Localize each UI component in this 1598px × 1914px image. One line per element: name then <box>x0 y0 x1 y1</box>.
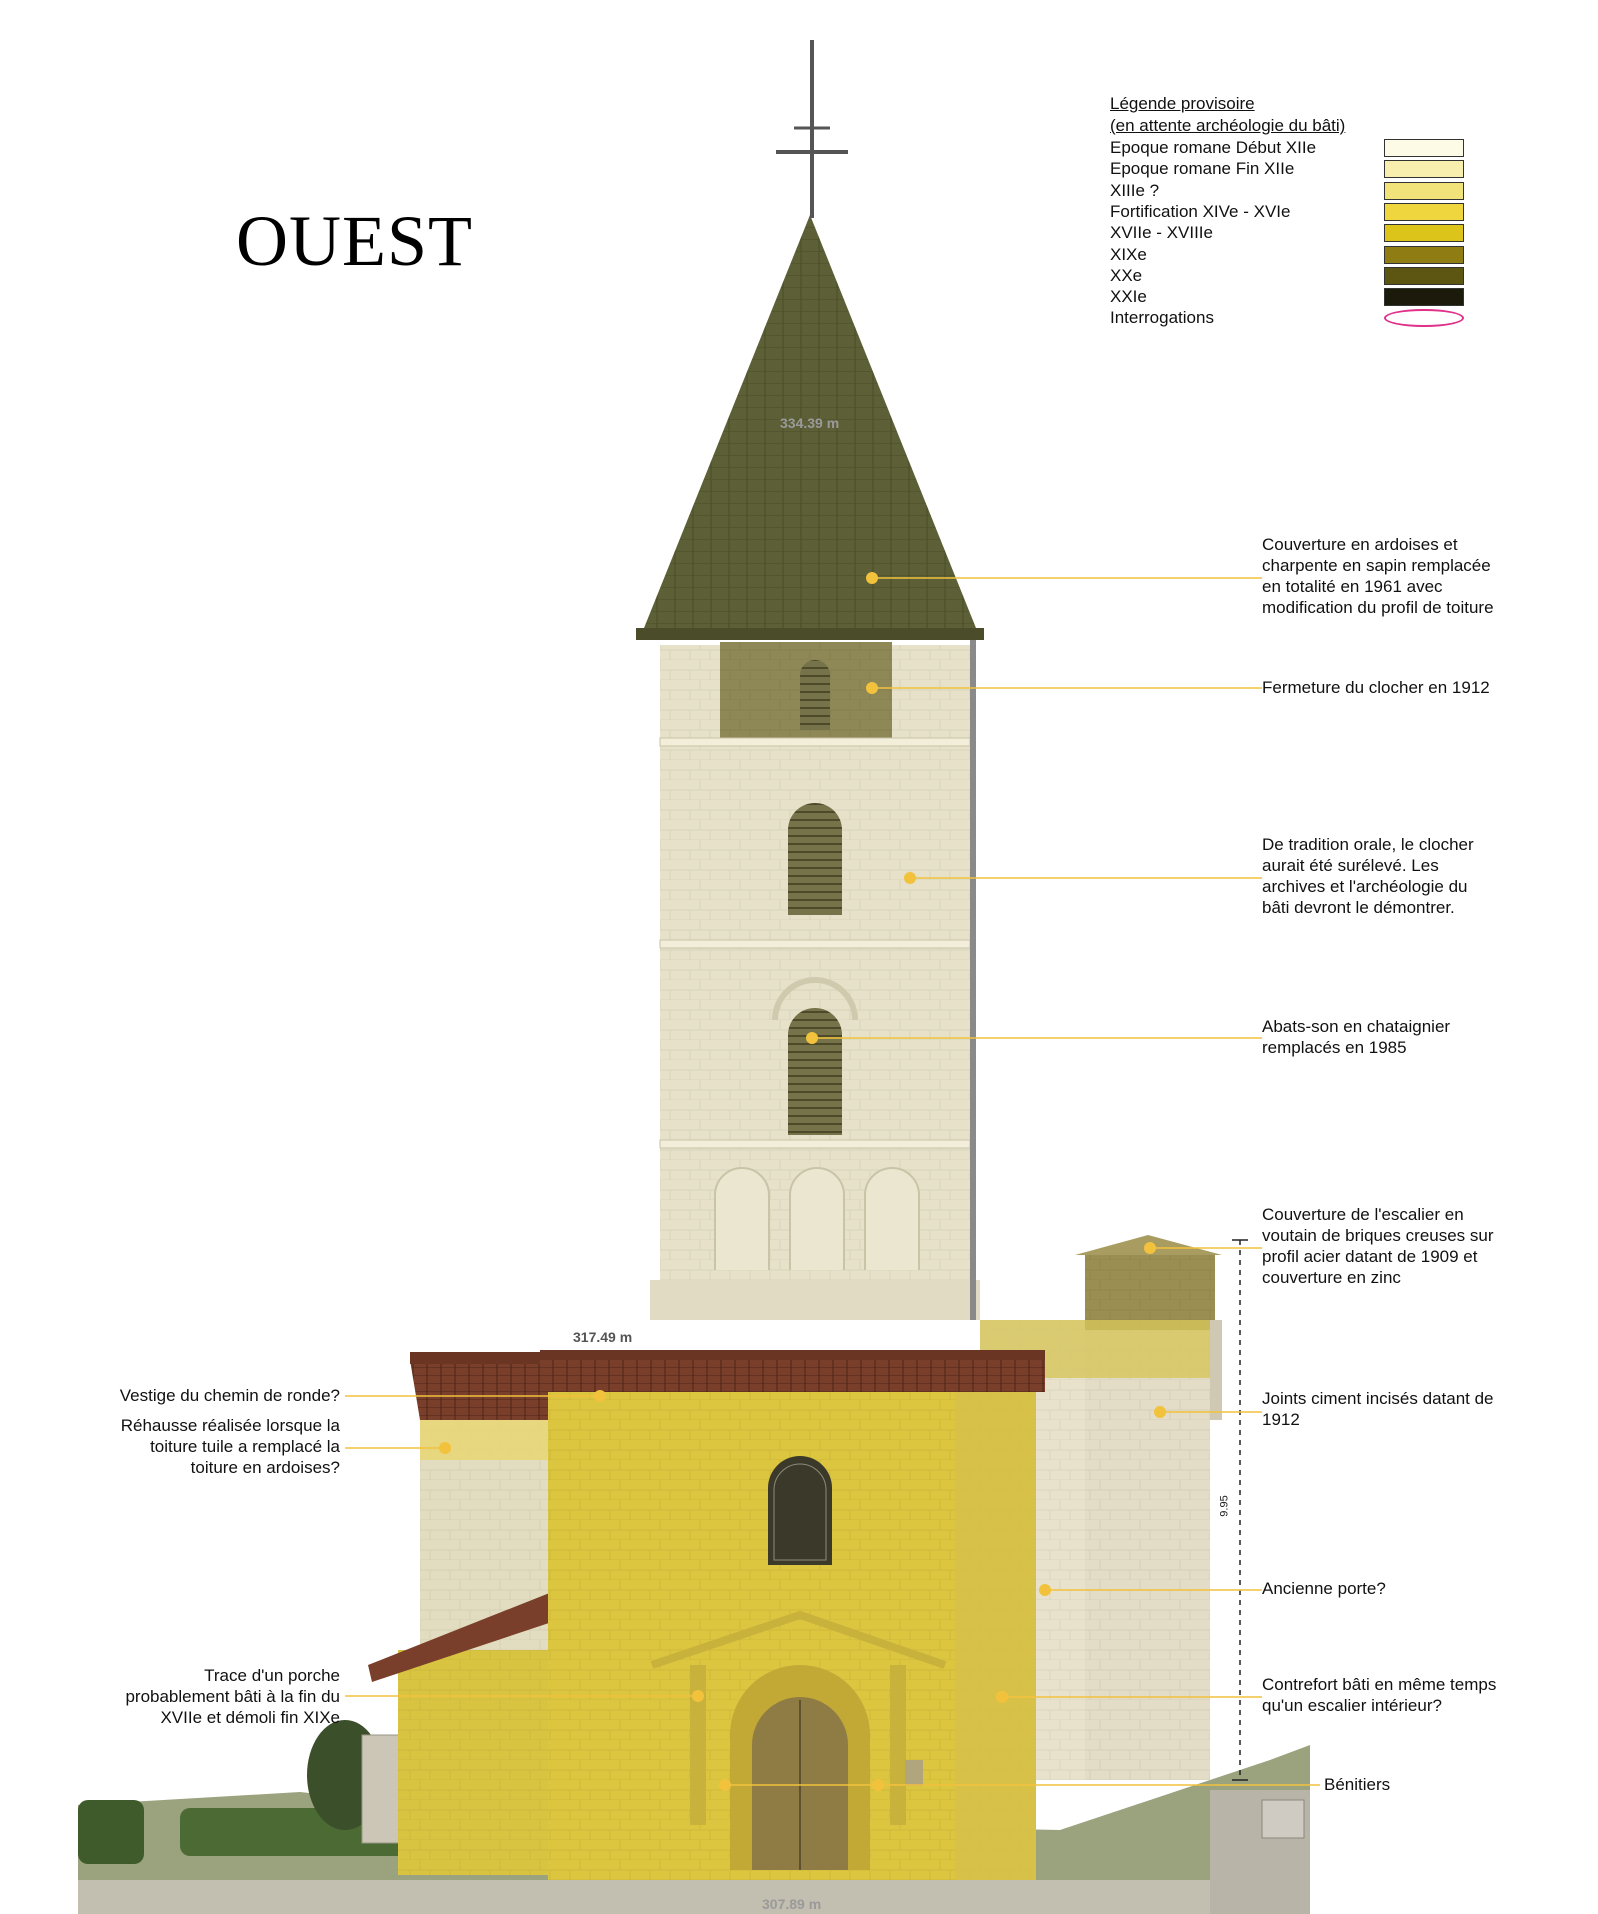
legend-item <box>1110 287 1470 307</box>
legend-oval-swatch <box>1384 309 1464 327</box>
legend-item-label: Epoque romane Début XIIe <box>1110 138 1317 157</box>
legend-item <box>1110 308 1470 328</box>
spire <box>636 40 984 640</box>
elevation-ground: 307.89 m <box>762 1896 822 1912</box>
legend-swatch <box>1384 246 1464 264</box>
note-old-door: Ancienne porte? <box>1262 1579 1386 1598</box>
note-roof: Couverture en ardoises et charpente en sapin remplacée en totalité en 1961 avec modification du profil de toiture <box>1262 535 1494 617</box>
elevation-top: 334.39 m <box>780 415 840 431</box>
note-stair-roof: Couverture de l'escalier en voutain de briques creuses sur profil acier datant de 1909 et couverture en zinc <box>1262 1205 1494 1287</box>
note-buttress: Contrefort bâti en même temps qu'un escalier intérieur? <box>1262 1675 1497 1715</box>
legend-item-label: Epoque romane Fin XIIe <box>1110 159 1295 179</box>
note-porche: Trace d'un porche probablement bâti à la fin du XVIIe et démoli fin XIXe <box>125 1666 340 1727</box>
west-facade <box>540 1350 1045 1880</box>
bell-tower <box>650 640 980 1320</box>
legend-item-label: XIXe <box>1110 244 1147 264</box>
legend-item <box>1110 223 1470 243</box>
note-abats-son: Abats-son en chataignier remplacés en 1985 <box>1262 1017 1451 1057</box>
height-dimension <box>1232 1240 1248 1780</box>
legend-item <box>1110 159 1470 179</box>
note-chemin-de-ronde: Vestige du chemin de ronde? <box>119 1386 340 1405</box>
legend-item <box>1110 138 1470 158</box>
legend-item <box>1110 181 1470 201</box>
legend-item-label: XIIIe ? <box>1110 180 1160 200</box>
legend-swatch <box>1384 267 1464 285</box>
page-title: OUEST <box>236 201 473 281</box>
note-raised: De tradition orale, le clocher aurait été surélevé. Les archives et l'archéologie du bâti devront le démontrer. <box>1262 835 1474 917</box>
elevation-middle: 317.49 m <box>573 1329 633 1345</box>
legend-item-label: XXe <box>1110 265 1143 285</box>
note-benitiers: Bénitiers <box>1324 1775 1391 1794</box>
legend-item <box>1110 266 1470 286</box>
legend-swatch <box>1384 288 1464 306</box>
legend-swatch <box>1384 182 1464 200</box>
legend-item <box>1110 245 1470 265</box>
legend-heading: Légende provisoire <box>1110 94 1255 113</box>
legend-swatch <box>1384 203 1464 221</box>
legend-item-label: Fortification XIVe - XVIe <box>1110 201 1291 221</box>
note-rehausse: Réhausse réalisée lorsque la toiture tuile a remplacé la toiture en ardoises? <box>120 1416 340 1477</box>
dimension-label: 9.95 <box>1218 1495 1231 1517</box>
legend-swatch <box>1384 139 1464 157</box>
note-belfry: Fermeture du clocher en 1912 <box>1262 678 1490 697</box>
legend-swatch <box>1384 224 1464 242</box>
legend-item-label: Interrogations <box>1110 308 1214 328</box>
legend-item-label: XXIe <box>1110 287 1147 307</box>
note-joints: Joints ciment incisés datant de 1912 <box>1262 1389 1494 1429</box>
legend-swatch <box>1384 160 1464 178</box>
legend-item-label: XVIIe - XVIIIe <box>1110 223 1213 243</box>
legend-subheading: (en attente archéologie du bâti) <box>1110 116 1346 135</box>
legend-item <box>1110 202 1470 222</box>
